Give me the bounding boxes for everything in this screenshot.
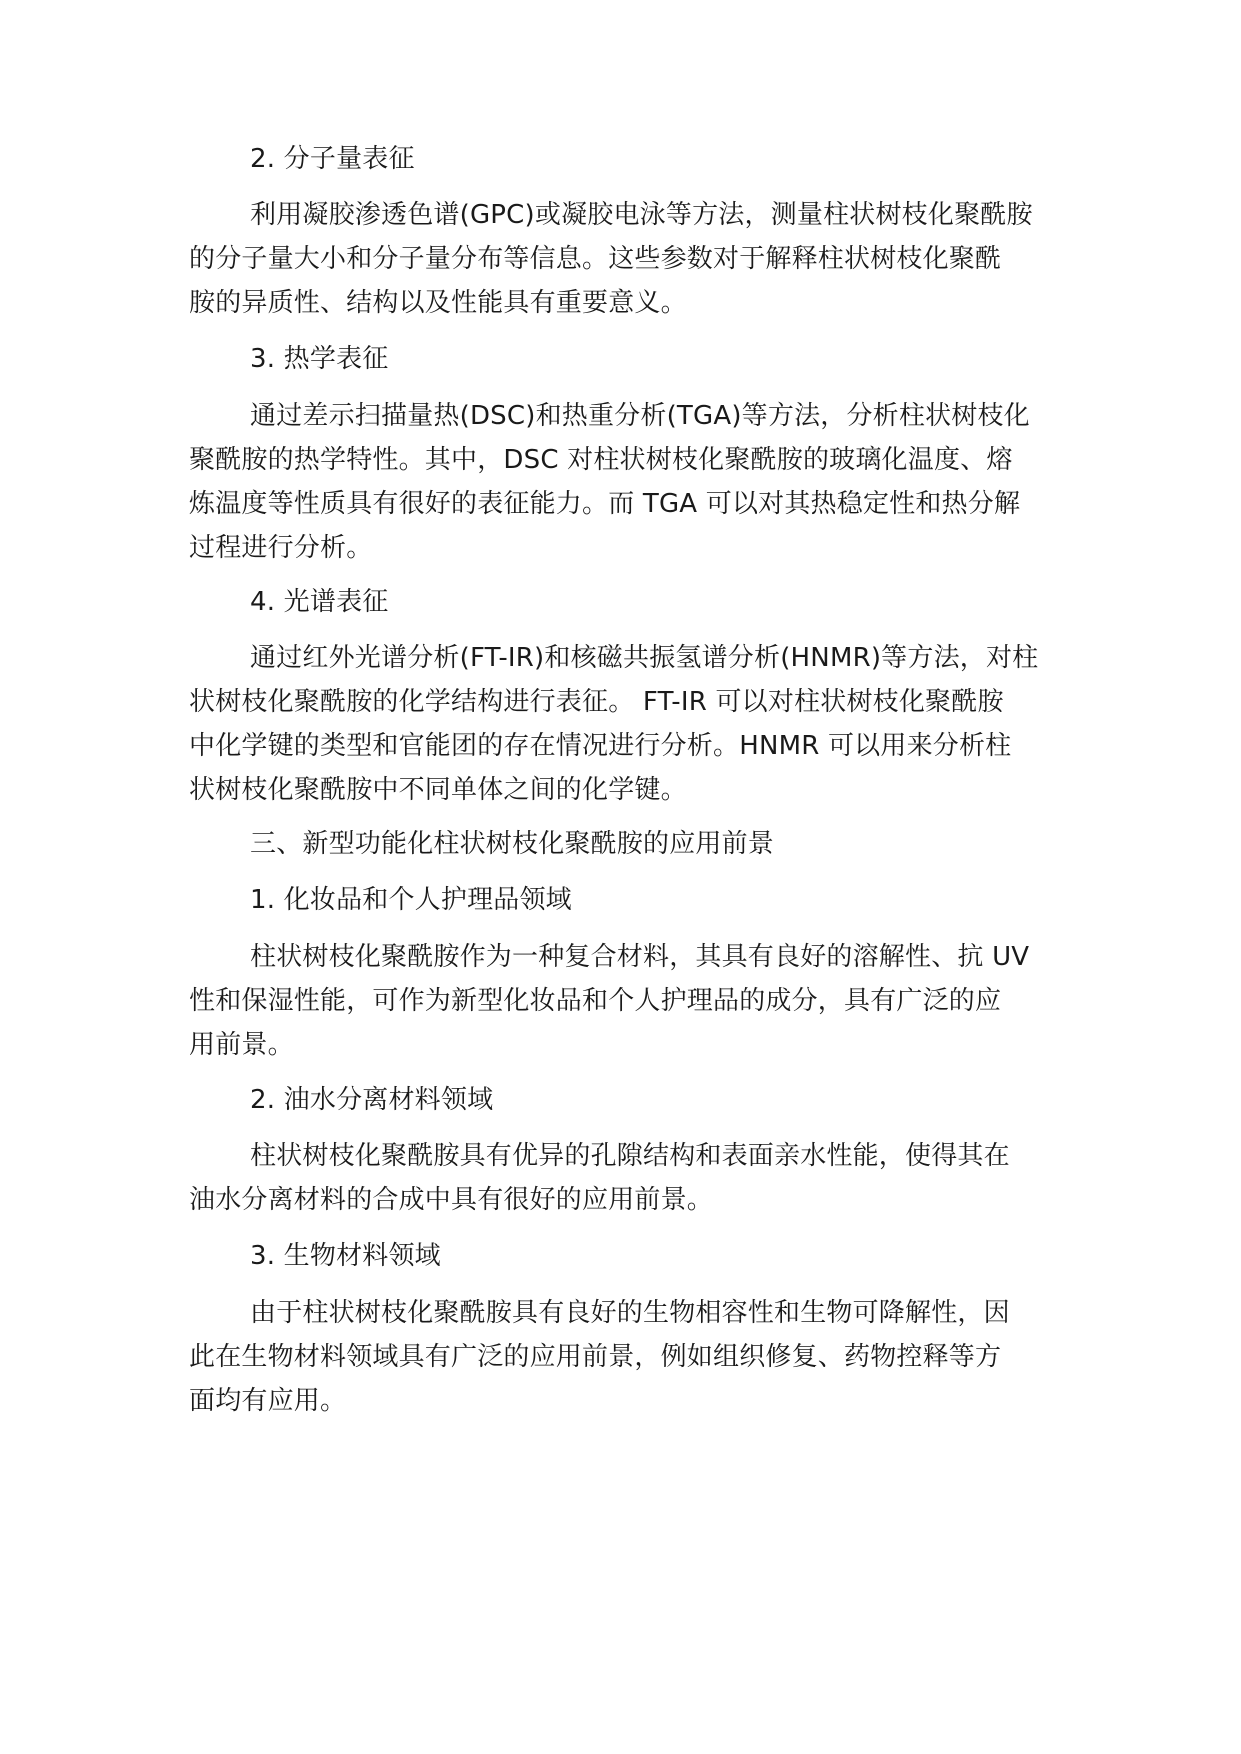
paragraph-line: 状树枝化聚酰胺的化学结构进行表征。 FT-IR 可以对柱状树枝化聚酰胺 (189, 687, 1004, 717)
section-heading: 4. 光谱表征 (250, 587, 389, 617)
section-heading: 3. 热学表征 (250, 344, 389, 374)
paragraph-line: 的分子量大小和分子量分布等信息。这些参数对于解释柱状树枝化聚酰 (189, 244, 1002, 274)
paragraph-line: 中化学键的类型和官能团的存在情况进行分析。HNMR 可以用来分析柱 (189, 731, 1012, 761)
paragraph-line: 通过红外光谱分析(FT-IR)和核磁共振氢谱分析(HNMR)等方法，对柱 (250, 643, 1039, 673)
section-heading: 3. 生物材料领域 (250, 1241, 441, 1271)
paragraph-line: 聚酰胺的热学特性。其中，DSC 对柱状树枝化聚酰胺的玻璃化温度、熔 (189, 445, 1013, 475)
paragraph-line: 炼温度等性质具有很好的表征能力。而 TGA 可以对其热稳定性和热分解 (189, 489, 1021, 519)
section-heading: 2. 油水分离材料领域 (250, 1085, 494, 1115)
paragraph-line: 此在生物材料领域具有广泛的应用前景，例如组织修复、药物控释等方 (189, 1342, 1002, 1372)
paragraph-line: 油水分离材料的合成中具有很好的应用前景。 (189, 1185, 714, 1215)
paragraph-line: 面均有应用。 (189, 1386, 347, 1416)
section-heading: 2. 分子量表征 (250, 144, 415, 174)
paragraph-line: 用前景。 (189, 1030, 294, 1060)
paragraph-line: 过程进行分析。 (189, 533, 373, 563)
chapter-heading: 三、新型功能化柱状树枝化聚酰胺的应用前景 (250, 829, 775, 859)
paragraph-line: 由于柱状树枝化聚酰胺具有良好的生物相容性和生物可降解性，因 (250, 1298, 1010, 1328)
paragraph-line: 通过差示扫描量热(DSC)和热重分析(TGA)等方法，分析柱状树枝化 (250, 401, 1030, 431)
paragraph-line: 柱状树枝化聚酰胺作为一种复合材料，其具有良好的溶解性、抗 UV (250, 942, 1030, 972)
section-heading: 1. 化妆品和个人护理品领域 (250, 885, 572, 915)
paragraph-line: 利用凝胶渗透色谱(GPC)或凝胶电泳等方法，测量柱状树枝化聚酰胺 (250, 200, 1033, 230)
paragraph-line: 柱状树枝化聚酰胺具有优异的孔隙结构和表面亲水性能，使得其在 (250, 1141, 1010, 1171)
paragraph-line: 性和保湿性能，可作为新型化妆品和个人护理品的成分，具有广泛的应 (189, 986, 1002, 1016)
paragraph-line: 状树枝化聚酰胺中不同单体之间的化学键。 (189, 775, 687, 805)
paragraph-line: 胺的异质性、结构以及性能具有重要意义。 (189, 288, 687, 318)
